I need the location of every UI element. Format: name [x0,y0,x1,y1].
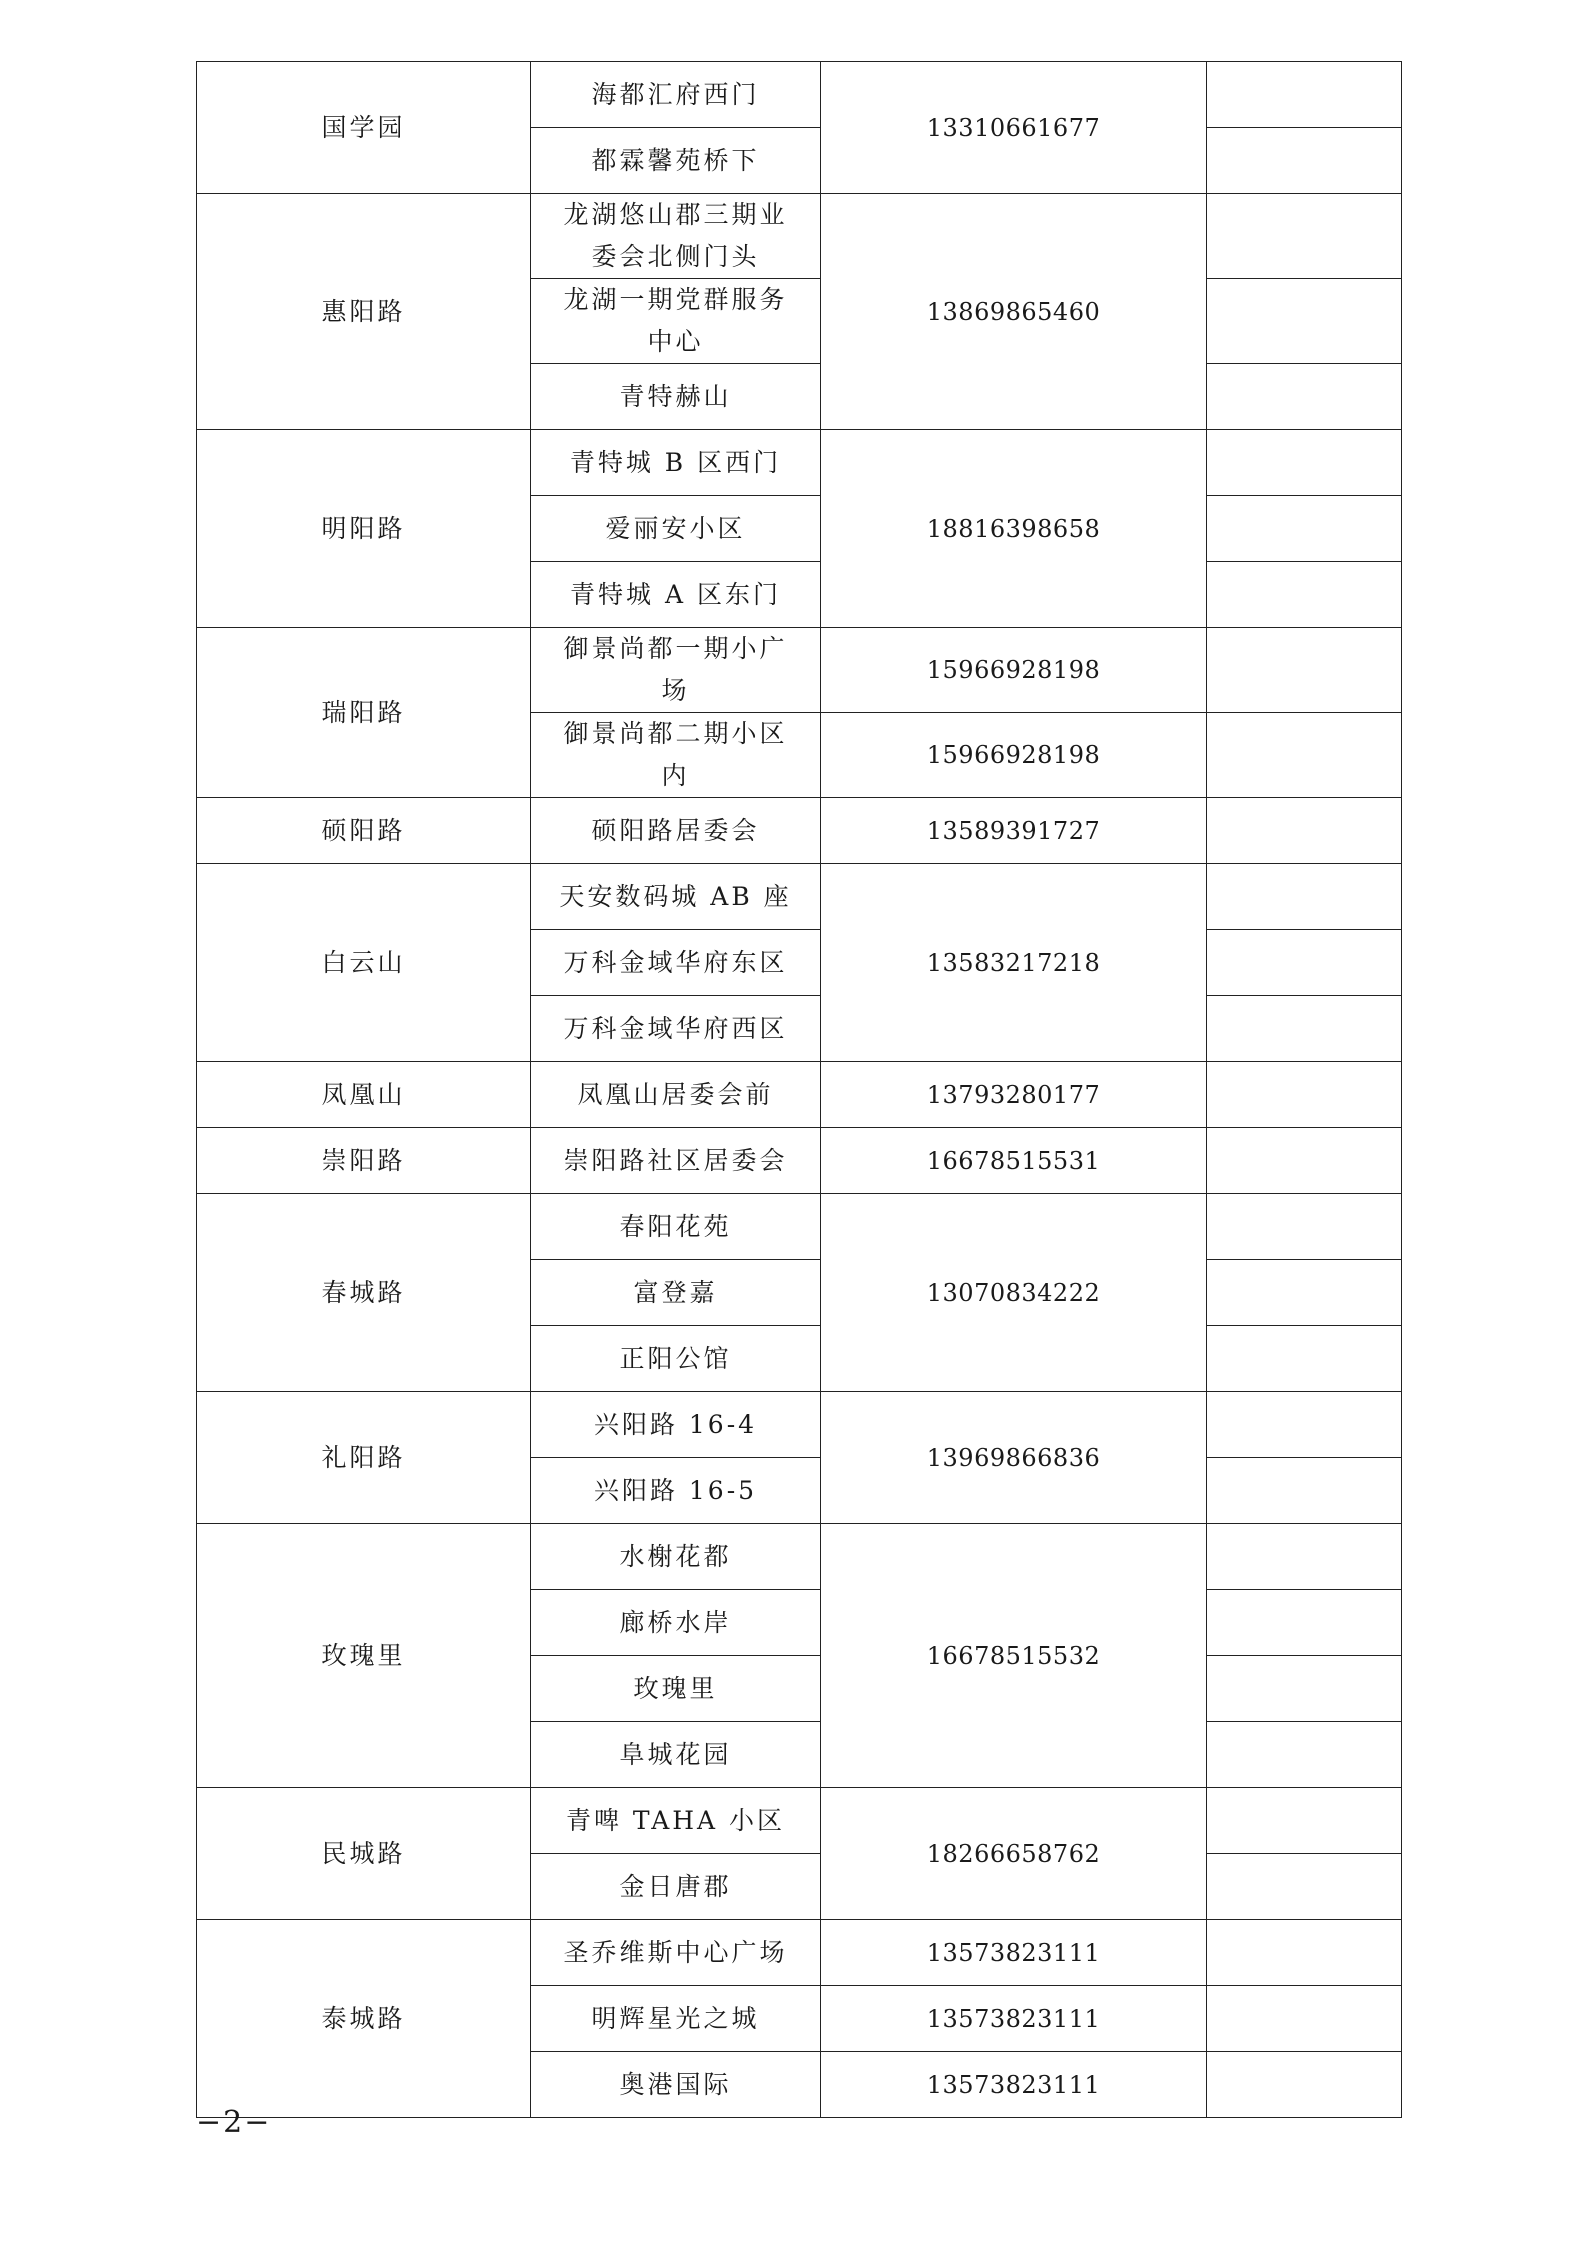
empty-cell [1207,1722,1402,1788]
empty-cell [1207,1788,1402,1854]
empty-cell [1207,628,1402,713]
phone-cell: 13869865460 [821,194,1207,430]
address-cell: 青特城 A 区东门 [531,562,821,628]
empty-cell [1207,1590,1402,1656]
address-cell: 龙湖一期党群服务中心 [531,279,821,364]
table-row [197,62,1402,128]
empty-cell [1207,496,1402,562]
phone-cell: 13573823111 [821,1986,1207,2052]
address-cell: 万科金域华府西区 [531,996,821,1062]
community-cell: 明阳路 [197,430,531,628]
address-cell: 明辉星光之城 [531,1986,821,2052]
table-row [197,1062,1402,1128]
table-row [197,430,1402,496]
phone-cell: 13793280177 [821,1062,1207,1128]
table-row [197,194,1402,279]
table-row [197,1920,1402,1986]
empty-cell [1207,562,1402,628]
community-cell: 崇阳路 [197,1128,531,1194]
empty-cell [1207,1458,1402,1524]
table-row [197,798,1402,864]
phone-cell: 15966928198 [821,628,1207,713]
empty-cell [1207,128,1402,194]
address-cell: 兴阳路 16-4 [531,1392,821,1458]
empty-cell [1207,194,1402,279]
empty-cell [1207,930,1402,996]
empty-cell [1207,62,1402,128]
community-cell: 惠阳路 [197,194,531,430]
community-cell: 春城路 [197,1194,531,1392]
phone-cell: 13583217218 [821,864,1207,1062]
address-cell: 天安数码城 AB 座 [531,864,821,930]
address-cell: 正阳公馆 [531,1326,821,1392]
empty-cell [1207,1656,1402,1722]
empty-cell [1207,1326,1402,1392]
table-row [197,1194,1402,1260]
address-cell: 富登嘉 [531,1260,821,1326]
community-cell: 民城路 [197,1788,531,1920]
address-cell: 崇阳路社区居委会 [531,1128,821,1194]
address-cell: 万科金域华府东区 [531,930,821,996]
address-cell: 都霖馨苑桥下 [531,128,821,194]
site-table [196,61,1402,2118]
empty-cell [1207,1524,1402,1590]
empty-cell [1207,1854,1402,1920]
address-cell: 兴阳路 16-5 [531,1458,821,1524]
community-cell: 礼阳路 [197,1392,531,1524]
table-body [197,62,1402,2118]
phone-cell: 18266658762 [821,1788,1207,1920]
address-cell: 金日唐郡 [531,1854,821,1920]
address-cell: 廊桥水岸 [531,1590,821,1656]
empty-cell [1207,1986,1402,2052]
community-cell: 凤凰山 [197,1062,531,1128]
address-cell: 爱丽安小区 [531,496,821,562]
empty-cell [1207,1260,1402,1326]
address-cell: 御景尚都二期小区内 [531,713,821,798]
address-cell: 青特赫山 [531,364,821,430]
community-cell: 国学园 [197,62,531,194]
empty-cell [1207,713,1402,798]
empty-cell [1207,279,1402,364]
table-row [197,1392,1402,1458]
phone-cell: 13310661677 [821,62,1207,194]
address-cell: 阜城花园 [531,1722,821,1788]
address-cell: 圣乔维斯中心广场 [531,1920,821,1986]
empty-cell [1207,364,1402,430]
phone-cell: 13969866836 [821,1392,1207,1524]
address-cell: 海都汇府西门 [531,62,821,128]
empty-cell [1207,1194,1402,1260]
empty-cell [1207,996,1402,1062]
address-cell: 凤凰山居委会前 [531,1062,821,1128]
table-row [197,1788,1402,1854]
empty-cell [1207,864,1402,930]
address-cell: 玫瑰里 [531,1656,821,1722]
empty-cell [1207,430,1402,496]
phone-cell: 16678515532 [821,1524,1207,1788]
address-cell: 硕阳路居委会 [531,798,821,864]
empty-cell [1207,1062,1402,1128]
phone-cell: 13070834222 [821,1194,1207,1392]
community-cell: 硕阳路 [197,798,531,864]
empty-cell [1207,1392,1402,1458]
page-number: −2− [196,2105,272,2140]
phone-cell: 13573823111 [821,1920,1207,1986]
community-cell: 泰城路 [197,1920,531,2118]
phone-cell: 16678515531 [821,1128,1207,1194]
empty-cell [1207,1128,1402,1194]
empty-cell [1207,2052,1402,2118]
community-cell: 白云山 [197,864,531,1062]
table-row [197,1128,1402,1194]
address-cell: 御景尚都一期小广场 [531,628,821,713]
table-row [197,628,1402,713]
phone-cell: 15966928198 [821,713,1207,798]
empty-cell [1207,798,1402,864]
empty-cell [1207,1920,1402,1986]
community-cell: 瑞阳路 [197,628,531,798]
address-cell: 水榭花都 [531,1524,821,1590]
table-row [197,1524,1402,1590]
address-cell: 龙湖悠山郡三期业委会北侧门头 [531,194,821,279]
address-cell: 春阳花苑 [531,1194,821,1260]
phone-cell: 18816398658 [821,430,1207,628]
address-cell: 青特城 B 区西门 [531,430,821,496]
phone-cell: 13573823111 [821,2052,1207,2118]
address-cell: 奥港国际 [531,2052,821,2118]
phone-cell: 13589391727 [821,798,1207,864]
address-cell: 青啤 TAHA 小区 [531,1788,821,1854]
community-cell: 玫瑰里 [197,1524,531,1788]
table-row [197,864,1402,930]
